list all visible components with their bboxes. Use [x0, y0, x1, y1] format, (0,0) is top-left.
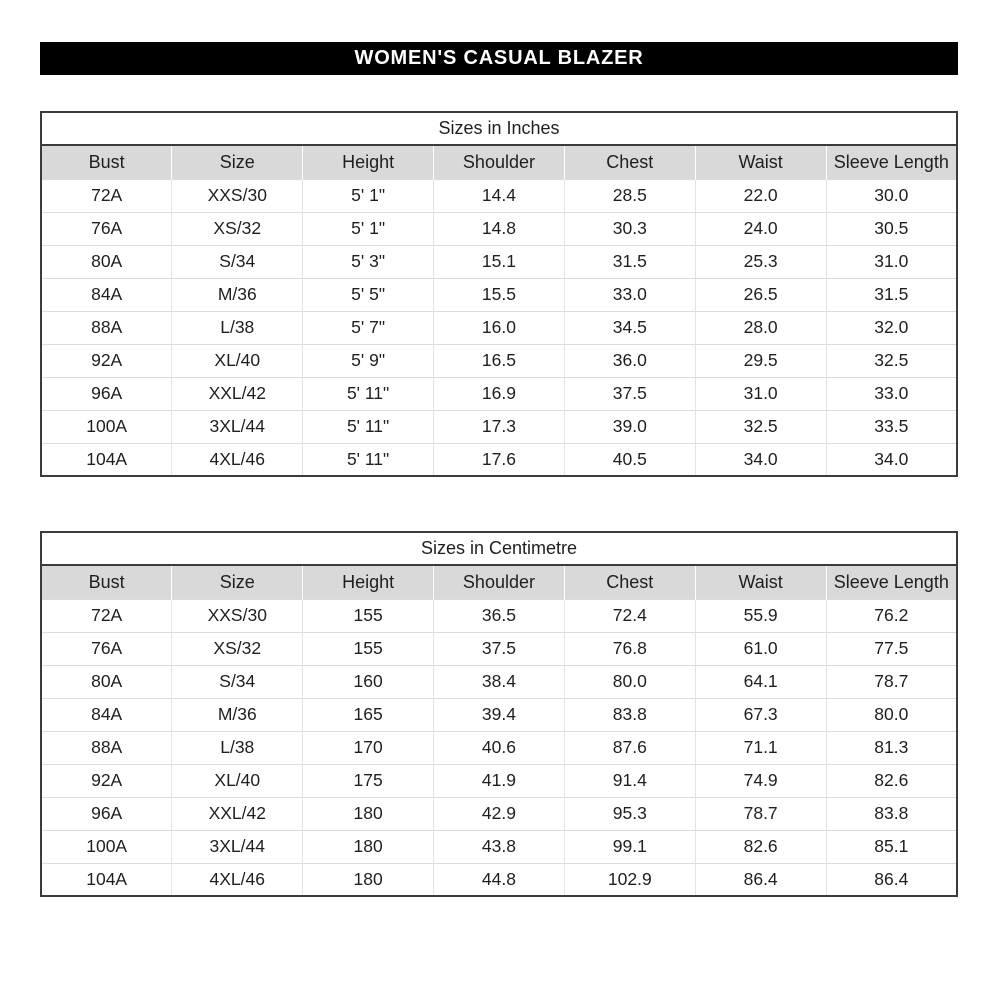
cell-height: 5' 11" — [303, 377, 434, 410]
cell-shoulder: 14.4 — [434, 179, 565, 212]
cell-size: XXS/30 — [172, 599, 303, 632]
cell-height: 5' 5" — [303, 278, 434, 311]
cell-bust: 76A — [41, 632, 172, 665]
cell-waist: 71.1 — [695, 731, 826, 764]
cell-size: XXL/42 — [172, 797, 303, 830]
cell-waist: 28.0 — [695, 311, 826, 344]
cell-size: S/34 — [172, 245, 303, 278]
column-header-bust: Bust — [41, 145, 172, 179]
cell-chest: 31.5 — [564, 245, 695, 278]
cell-size: XS/32 — [172, 212, 303, 245]
cell-bust: 72A — [41, 599, 172, 632]
cell-chest: 30.3 — [564, 212, 695, 245]
size-row — [41, 764, 957, 797]
cell-shoulder: 15.5 — [434, 278, 565, 311]
cell-chest: 72.4 — [564, 599, 695, 632]
cell-waist: 32.5 — [695, 410, 826, 443]
cell-waist: 82.6 — [695, 830, 826, 863]
cell-shoulder: 14.8 — [434, 212, 565, 245]
cell-size: M/36 — [172, 698, 303, 731]
size-row — [41, 698, 957, 731]
cell-chest: 83.8 — [564, 698, 695, 731]
size-row — [41, 245, 957, 278]
cell-shoulder: 43.8 — [434, 830, 565, 863]
cell-sleeve-length: 30.0 — [826, 179, 957, 212]
cell-bust: 84A — [41, 698, 172, 731]
cell-chest: 33.0 — [564, 278, 695, 311]
cell-shoulder: 17.6 — [434, 443, 565, 476]
cell-sleeve-length: 78.7 — [826, 665, 957, 698]
cell-height: 5' 11" — [303, 443, 434, 476]
cell-bust: 80A — [41, 245, 172, 278]
cell-shoulder: 16.5 — [434, 344, 565, 377]
cell-bust: 92A — [41, 344, 172, 377]
cell-waist: 74.9 — [695, 764, 826, 797]
cell-chest: 34.5 — [564, 311, 695, 344]
cell-shoulder: 40.6 — [434, 731, 565, 764]
size-row — [41, 212, 957, 245]
cell-bust: 76A — [41, 212, 172, 245]
column-header-size: Size — [172, 565, 303, 599]
cell-waist: 22.0 — [695, 179, 826, 212]
column-header-height: Height — [303, 565, 434, 599]
cell-chest: 37.5 — [564, 377, 695, 410]
size-row — [41, 344, 957, 377]
cell-height: 5' 1" — [303, 179, 434, 212]
column-header-shoulder: Shoulder — [434, 145, 565, 179]
cell-waist: 67.3 — [695, 698, 826, 731]
cell-shoulder: 17.3 — [434, 410, 565, 443]
table-caption-row — [41, 532, 957, 565]
cell-size: 4XL/46 — [172, 443, 303, 476]
table-caption: Sizes in Centimetre — [41, 532, 957, 565]
cell-chest: 87.6 — [564, 731, 695, 764]
product-title: WOMEN'S CASUAL BLAZER — [354, 47, 644, 69]
cell-size: M/36 — [172, 278, 303, 311]
cell-waist: 78.7 — [695, 797, 826, 830]
cell-waist: 86.4 — [695, 863, 826, 896]
cell-bust: 88A — [41, 731, 172, 764]
cell-sleeve-length: 33.0 — [826, 377, 957, 410]
cell-height: 5' 11" — [303, 410, 434, 443]
cell-height: 165 — [303, 698, 434, 731]
cell-shoulder: 16.9 — [434, 377, 565, 410]
cell-waist: 24.0 — [695, 212, 826, 245]
cell-waist: 55.9 — [695, 599, 826, 632]
cell-height: 180 — [303, 830, 434, 863]
cell-height: 5' 7" — [303, 311, 434, 344]
cell-sleeve-length: 83.8 — [826, 797, 957, 830]
cell-height: 5' 9" — [303, 344, 434, 377]
cell-sleeve-length: 33.5 — [826, 410, 957, 443]
column-header-waist: Waist — [695, 145, 826, 179]
cell-chest: 102.9 — [564, 863, 695, 896]
cell-shoulder: 39.4 — [434, 698, 565, 731]
cell-chest: 28.5 — [564, 179, 695, 212]
cell-size: 3XL/44 — [172, 830, 303, 863]
cell-bust: 88A — [41, 311, 172, 344]
cell-size: 4XL/46 — [172, 863, 303, 896]
cell-size: 3XL/44 — [172, 410, 303, 443]
cell-bust: 84A — [41, 278, 172, 311]
column-header-sleeve-length: Sleeve Length — [826, 565, 957, 599]
cell-shoulder: 42.9 — [434, 797, 565, 830]
size-row — [41, 731, 957, 764]
cell-bust: 100A — [41, 830, 172, 863]
cell-height: 155 — [303, 632, 434, 665]
cell-waist: 25.3 — [695, 245, 826, 278]
sizes-in-inches-table — [40, 111, 958, 477]
cell-sleeve-length: 31.0 — [826, 245, 957, 278]
size-row — [41, 797, 957, 830]
cell-bust: 104A — [41, 863, 172, 896]
cell-shoulder: 41.9 — [434, 764, 565, 797]
cell-height: 180 — [303, 797, 434, 830]
cell-height: 160 — [303, 665, 434, 698]
cell-sleeve-length: 32.0 — [826, 311, 957, 344]
cell-sleeve-length: 86.4 — [826, 863, 957, 896]
cell-sleeve-length: 77.5 — [826, 632, 957, 665]
column-header-sleeve-length: Sleeve Length — [826, 145, 957, 179]
cell-size: XXL/42 — [172, 377, 303, 410]
column-header-row — [41, 145, 957, 179]
table-caption: Sizes in Inches — [41, 112, 957, 145]
cell-height: 5' 1" — [303, 212, 434, 245]
cell-waist: 26.5 — [695, 278, 826, 311]
cell-sleeve-length: 30.5 — [826, 212, 957, 245]
cell-size: XXS/30 — [172, 179, 303, 212]
cell-bust: 72A — [41, 179, 172, 212]
size-row — [41, 311, 957, 344]
cell-sleeve-length: 76.2 — [826, 599, 957, 632]
cell-sleeve-length: 82.6 — [826, 764, 957, 797]
column-header-bust: Bust — [41, 565, 172, 599]
cell-waist: 29.5 — [695, 344, 826, 377]
cell-chest: 91.4 — [564, 764, 695, 797]
cell-size: XL/40 — [172, 344, 303, 377]
cell-waist: 64.1 — [695, 665, 826, 698]
column-header-size: Size — [172, 145, 303, 179]
cell-shoulder: 38.4 — [434, 665, 565, 698]
cell-sleeve-length: 85.1 — [826, 830, 957, 863]
size-row — [41, 830, 957, 863]
product-title-banner — [40, 42, 958, 75]
cell-bust: 100A — [41, 410, 172, 443]
cell-shoulder: 16.0 — [434, 311, 565, 344]
cell-sleeve-length: 81.3 — [826, 731, 957, 764]
column-header-height: Height — [303, 145, 434, 179]
column-header-waist: Waist — [695, 565, 826, 599]
cell-chest: 99.1 — [564, 830, 695, 863]
cell-chest: 36.0 — [564, 344, 695, 377]
size-row — [41, 179, 957, 212]
cell-size: L/38 — [172, 731, 303, 764]
cell-chest: 95.3 — [564, 797, 695, 830]
size-row — [41, 599, 957, 632]
size-row — [41, 443, 957, 476]
cell-chest: 39.0 — [564, 410, 695, 443]
column-header-row — [41, 565, 957, 599]
cell-size: L/38 — [172, 311, 303, 344]
sizes-in-centimetre-table — [40, 531, 958, 897]
cell-waist: 34.0 — [695, 443, 826, 476]
column-header-shoulder: Shoulder — [434, 565, 565, 599]
cell-bust: 96A — [41, 797, 172, 830]
cell-bust: 80A — [41, 665, 172, 698]
cell-chest: 40.5 — [564, 443, 695, 476]
size-row — [41, 632, 957, 665]
cell-shoulder: 44.8 — [434, 863, 565, 896]
cell-waist: 61.0 — [695, 632, 826, 665]
size-row — [41, 410, 957, 443]
cell-sleeve-length: 32.5 — [826, 344, 957, 377]
size-row — [41, 377, 957, 410]
cell-size: XS/32 — [172, 632, 303, 665]
cell-chest: 76.8 — [564, 632, 695, 665]
cell-height: 5' 3" — [303, 245, 434, 278]
cell-height: 155 — [303, 599, 434, 632]
cell-sleeve-length: 80.0 — [826, 698, 957, 731]
size-row — [41, 278, 957, 311]
cell-bust: 92A — [41, 764, 172, 797]
column-header-chest: Chest — [564, 565, 695, 599]
cell-size: S/34 — [172, 665, 303, 698]
cell-sleeve-length: 31.5 — [826, 278, 957, 311]
cell-chest: 80.0 — [564, 665, 695, 698]
column-header-chest: Chest — [564, 145, 695, 179]
cell-shoulder: 37.5 — [434, 632, 565, 665]
cell-height: 180 — [303, 863, 434, 896]
cell-shoulder: 15.1 — [434, 245, 565, 278]
cell-shoulder: 36.5 — [434, 599, 565, 632]
cell-bust: 96A — [41, 377, 172, 410]
cell-sleeve-length: 34.0 — [826, 443, 957, 476]
cell-height: 170 — [303, 731, 434, 764]
table-caption-row — [41, 112, 957, 145]
cell-bust: 104A — [41, 443, 172, 476]
cell-height: 175 — [303, 764, 434, 797]
size-row — [41, 665, 957, 698]
size-row — [41, 863, 957, 896]
cell-size: XL/40 — [172, 764, 303, 797]
cell-waist: 31.0 — [695, 377, 826, 410]
